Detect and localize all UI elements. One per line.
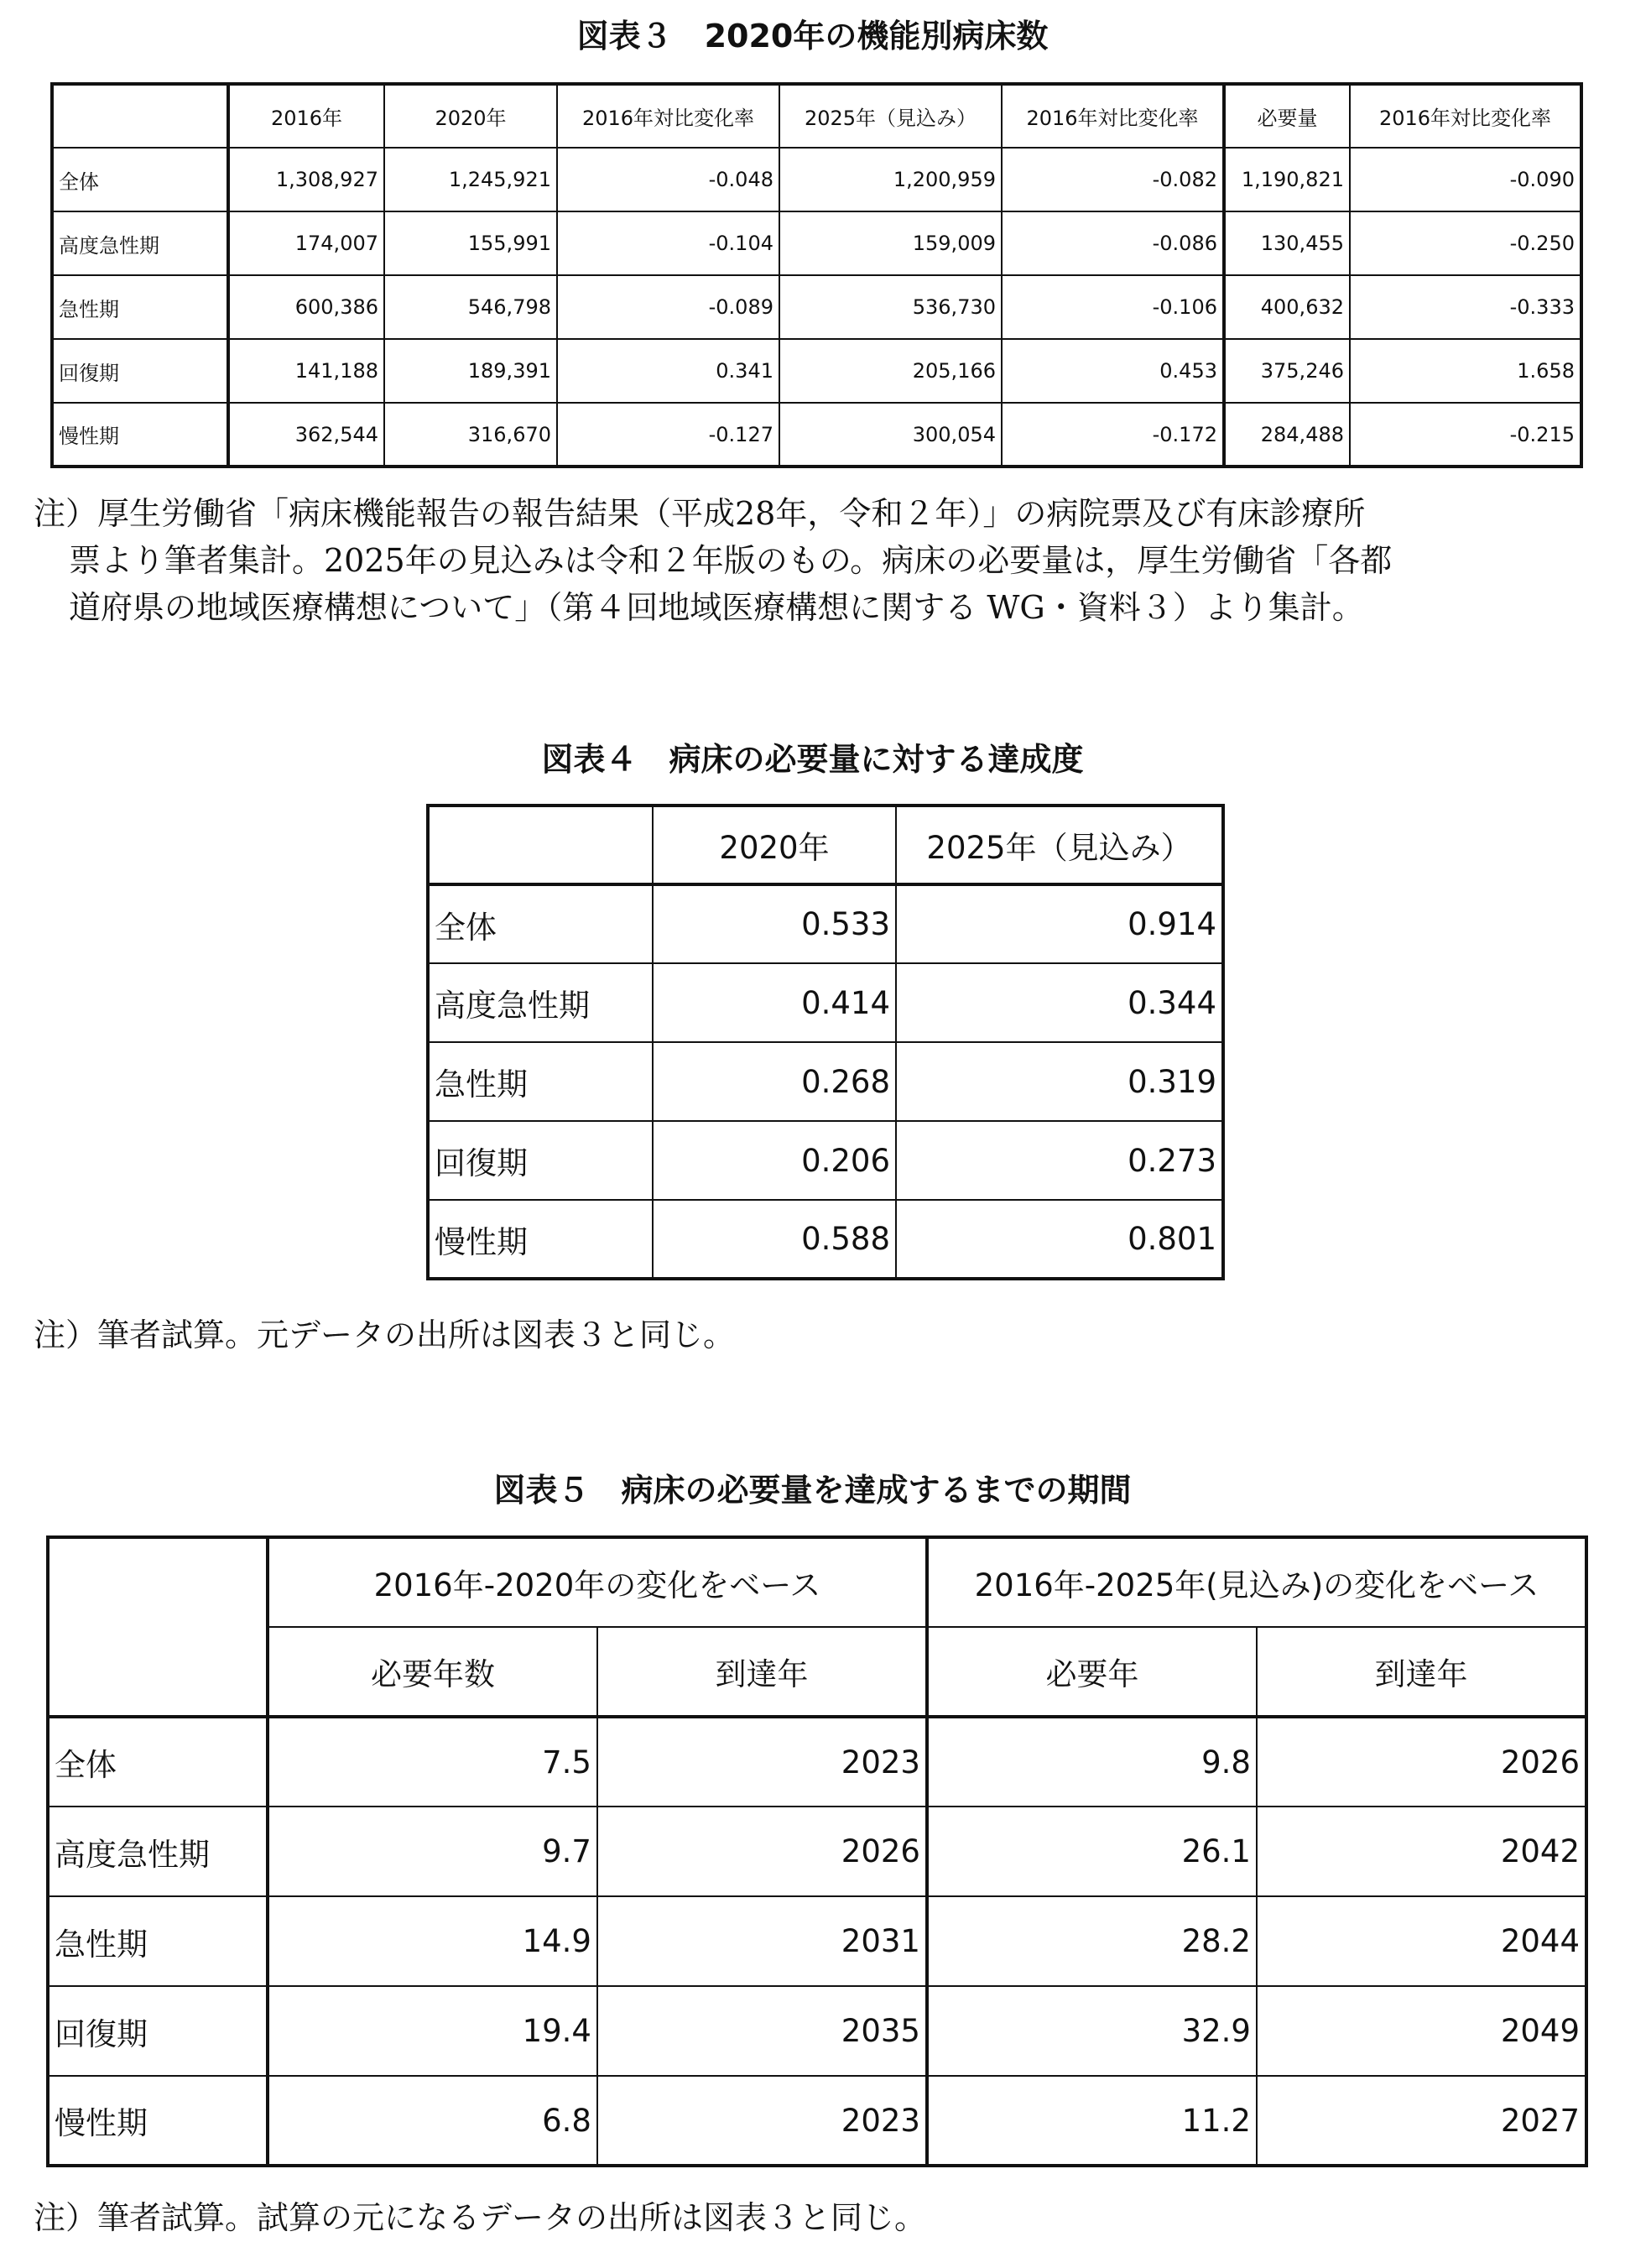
table-cell: 600,386 bbox=[228, 275, 384, 339]
table-cell: 0.319 bbox=[896, 1042, 1223, 1121]
table-cell: -0.127 bbox=[557, 403, 779, 467]
table-cell: -0.106 bbox=[1002, 275, 1224, 339]
fig3-header-cell: 2016年対比変化率 bbox=[557, 84, 779, 148]
table-cell: 0.414 bbox=[653, 963, 896, 1042]
table-cell: 14.9 bbox=[268, 1896, 597, 1986]
table-row bbox=[428, 884, 1223, 963]
table-cell: 2023 bbox=[597, 1717, 927, 1807]
fig5-group-header: 2016年-2020年の変化をベース bbox=[268, 1537, 927, 1627]
table-cell: 189,391 bbox=[384, 339, 557, 403]
fig5-sub-header: 到達年 bbox=[597, 1627, 927, 1717]
table-cell: 546,798 bbox=[384, 275, 557, 339]
table-cell: 375,246 bbox=[1224, 339, 1350, 403]
row-label: 回復期 bbox=[48, 1986, 268, 2076]
table-row bbox=[48, 1807, 1586, 1896]
table-cell: 1,245,921 bbox=[384, 148, 557, 211]
table-cell: 26.1 bbox=[927, 1807, 1257, 1896]
table-cell: 9.7 bbox=[268, 1807, 597, 1896]
table-cell: 0.344 bbox=[896, 963, 1223, 1042]
table-cell: 0.588 bbox=[653, 1200, 896, 1279]
fig3-note-line: 注）厚生労働省「病床機能報告の報告結果（平成28年，令和２年）」の病院票及び有床診療所 bbox=[34, 495, 1366, 532]
row-label: 全体 bbox=[48, 1717, 268, 1807]
table-cell: -0.172 bbox=[1002, 403, 1224, 467]
table-cell: 1,308,927 bbox=[228, 148, 384, 211]
table-row bbox=[48, 2076, 1586, 2166]
table-cell: 316,670 bbox=[384, 403, 557, 467]
fig3-header-cell: 2025年（見込み） bbox=[779, 84, 1002, 148]
table-cell: -0.048 bbox=[557, 148, 779, 211]
row-label: 高度急性期 bbox=[48, 1807, 268, 1896]
table-cell: 400,632 bbox=[1224, 275, 1350, 339]
fig3-title: 図表３ 2020年の機能別病床数 bbox=[576, 18, 1049, 55]
fig3-header-cell: 2016年対比変化率 bbox=[1350, 84, 1581, 148]
table-cell: 0.273 bbox=[896, 1121, 1223, 1200]
table-cell: 0.268 bbox=[653, 1042, 896, 1121]
fig4-table bbox=[426, 804, 1225, 1280]
row-label: 回復期 bbox=[52, 339, 228, 403]
table-cell: 141,188 bbox=[228, 339, 384, 403]
table-cell: 1,190,821 bbox=[1224, 148, 1350, 211]
fig5-group-header: 2016年-2025年(見込み)の変化をベース bbox=[927, 1537, 1586, 1627]
table-row bbox=[48, 1986, 1586, 2076]
table-cell: 1,200,959 bbox=[779, 148, 1002, 211]
table-row bbox=[48, 1717, 1586, 1807]
row-label: 全体 bbox=[428, 884, 653, 963]
table-cell: -0.250 bbox=[1350, 211, 1581, 275]
table-cell: 2035 bbox=[597, 1986, 927, 2076]
fig3-header-cell: 2016年対比変化率 bbox=[1002, 84, 1224, 148]
fig5-sub-header: 必要年数 bbox=[268, 1627, 597, 1717]
table-cell: 130,455 bbox=[1224, 211, 1350, 275]
table-cell: 0.914 bbox=[896, 884, 1223, 963]
table-cell: 6.8 bbox=[268, 2076, 597, 2166]
table-cell: 536,730 bbox=[779, 275, 1002, 339]
table-cell: 2027 bbox=[1257, 2076, 1586, 2166]
table-cell: 2023 bbox=[597, 2076, 927, 2166]
table-row bbox=[428, 1042, 1223, 1121]
row-label: 急性期 bbox=[52, 275, 228, 339]
fig4-title: 図表４ 病床の必要量に対する達成度 bbox=[541, 741, 1084, 778]
table-cell: -0.090 bbox=[1350, 148, 1581, 211]
table-row bbox=[428, 963, 1223, 1042]
table-cell: 0.341 bbox=[557, 339, 779, 403]
row-label: 高度急性期 bbox=[428, 963, 653, 1042]
table-cell: 1.658 bbox=[1350, 339, 1581, 403]
table-cell: -0.086 bbox=[1002, 211, 1224, 275]
table-cell: 7.5 bbox=[268, 1717, 597, 1807]
fig3-note-line: 票より筆者集計。2025年の見込みは令和２年版のもの。病床の必要量は，厚生労働省「各都 bbox=[69, 542, 1393, 579]
table-cell: 0.453 bbox=[1002, 339, 1224, 403]
table-cell: 0.206 bbox=[653, 1121, 896, 1200]
table-cell: 0.801 bbox=[896, 1200, 1223, 1279]
row-label: 高度急性期 bbox=[52, 211, 228, 275]
table-cell: 19.4 bbox=[268, 1986, 597, 2076]
table-cell: 2031 bbox=[597, 1896, 927, 1986]
table-cell: 284,488 bbox=[1224, 403, 1350, 467]
table-row bbox=[52, 275, 1581, 339]
fig3-note bbox=[34, 490, 1392, 631]
table-cell: -0.082 bbox=[1002, 148, 1224, 211]
table-cell: 362,544 bbox=[228, 403, 384, 467]
table-row bbox=[52, 148, 1581, 211]
table-cell: 0.533 bbox=[653, 884, 896, 963]
row-label: 全体 bbox=[52, 148, 228, 211]
table-cell: 9.8 bbox=[927, 1717, 1257, 1807]
table-cell: -0.089 bbox=[557, 275, 779, 339]
table-cell: -0.104 bbox=[557, 211, 779, 275]
row-label: 慢性期 bbox=[428, 1200, 653, 1279]
table-row bbox=[52, 403, 1581, 467]
fig3-note-line: 道府県の地域医療構想について」（第４回地域医療構想に関する WG・資料３）より集計。 bbox=[69, 589, 1364, 626]
table-cell: 159,009 bbox=[779, 211, 1002, 275]
table-cell: 155,991 bbox=[384, 211, 557, 275]
table-row bbox=[52, 211, 1581, 275]
fig5-title: 図表５ 病床の必要量を達成するまでの期間 bbox=[493, 1472, 1132, 1509]
fig5-corner-cell bbox=[48, 1537, 268, 1717]
fig3-header-row bbox=[52, 84, 1581, 148]
fig5-sub-header-row bbox=[48, 1627, 1586, 1717]
table-cell: -0.333 bbox=[1350, 275, 1581, 339]
fig3-header-cell: 2016年 bbox=[228, 84, 384, 148]
fig4-header-cell bbox=[428, 806, 653, 884]
row-label: 慢性期 bbox=[48, 2076, 268, 2166]
row-label: 回復期 bbox=[428, 1121, 653, 1200]
table-cell: 174,007 bbox=[228, 211, 384, 275]
fig5-sub-header: 必要年 bbox=[927, 1627, 1257, 1717]
fig4-header-row bbox=[428, 806, 1223, 884]
table-row bbox=[52, 339, 1581, 403]
table-cell: 2049 bbox=[1257, 1986, 1586, 2076]
row-label: 慢性期 bbox=[52, 403, 228, 467]
row-label: 急性期 bbox=[428, 1042, 653, 1121]
fig5-table bbox=[46, 1535, 1588, 2167]
fig4-note: 注）筆者試算。元データの出所は図表３と同じ。 bbox=[34, 1316, 736, 1353]
fig5-group-header-row bbox=[48, 1537, 1586, 1627]
table-cell: 28.2 bbox=[927, 1896, 1257, 1986]
fig5-sub-header: 到達年 bbox=[1257, 1627, 1586, 1717]
table-cell: 2042 bbox=[1257, 1807, 1586, 1896]
table-cell: 2044 bbox=[1257, 1896, 1586, 1986]
fig3-table bbox=[50, 82, 1583, 468]
table-cell: 205,166 bbox=[779, 339, 1002, 403]
table-cell: 2026 bbox=[597, 1807, 927, 1896]
fig3-header-cell: 2020年 bbox=[384, 84, 557, 148]
fig3-header-cell: 必要量 bbox=[1224, 84, 1350, 148]
table-row bbox=[48, 1896, 1586, 1986]
table-cell: -0.215 bbox=[1350, 403, 1581, 467]
table-cell: 11.2 bbox=[927, 2076, 1257, 2166]
table-cell: 2026 bbox=[1257, 1717, 1586, 1807]
fig5-note: 注）筆者試算。試算の元になるデータの出所は図表３と同じ。 bbox=[34, 2199, 927, 2236]
fig3-header-cell bbox=[52, 84, 228, 148]
table-row bbox=[428, 1121, 1223, 1200]
row-label: 急性期 bbox=[48, 1896, 268, 1986]
table-row bbox=[428, 1200, 1223, 1279]
fig4-header-cell: 2020年 bbox=[653, 806, 896, 884]
table-cell: 32.9 bbox=[927, 1986, 1257, 2076]
table-cell: 300,054 bbox=[779, 403, 1002, 467]
fig4-header-cell: 2025年（見込み） bbox=[896, 806, 1223, 884]
